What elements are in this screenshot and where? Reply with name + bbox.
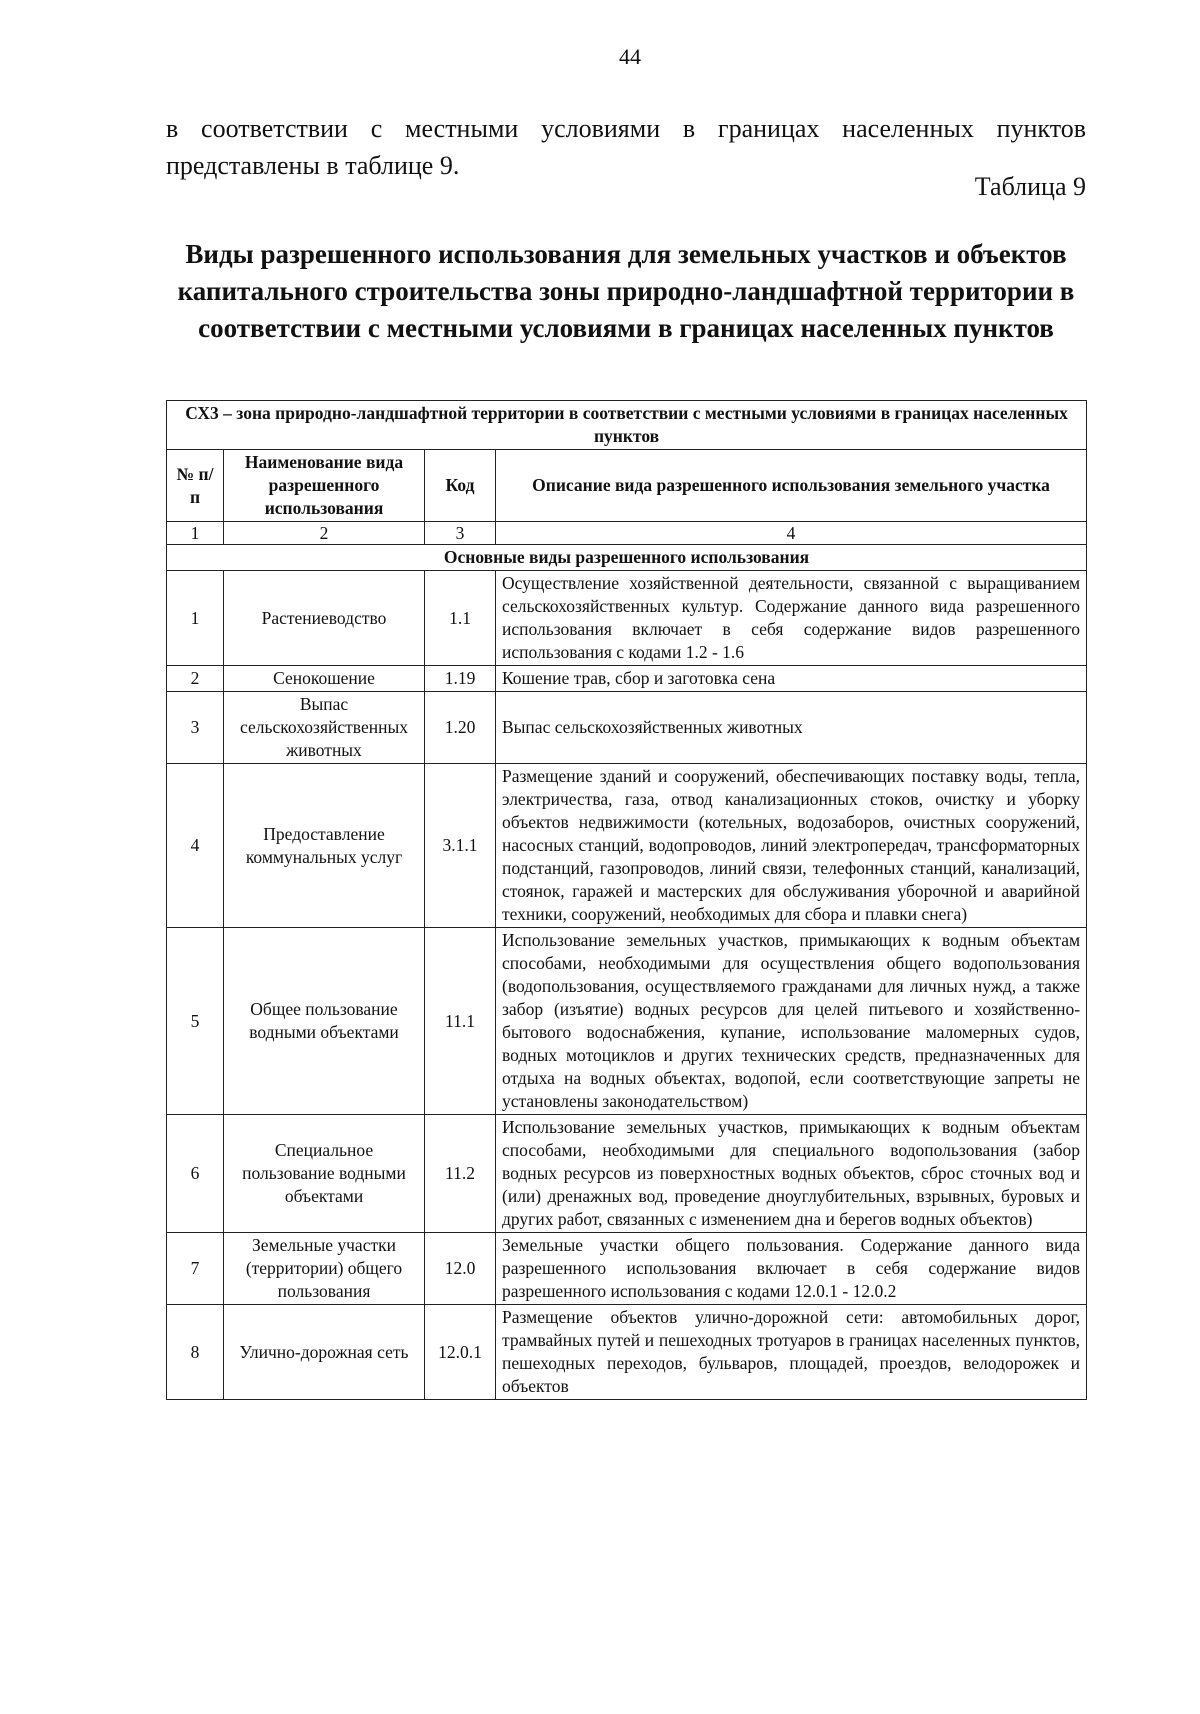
row-code: 1.20	[425, 692, 496, 764]
row-name: Общее пользование водными объектами	[224, 928, 425, 1115]
row-description: Осуществление хозяйственной деятельности, связанной с выращиванием сельскохозяйственных культур. Содержание данного вида разрешенного использования включает в себя содержание видов разрешенного использования с кодами 1.2 - 1.6	[496, 571, 1087, 666]
row-code: 3.1.1	[425, 764, 496, 928]
page-number: 44	[619, 44, 641, 69]
zone-title-row	[167, 401, 1087, 450]
header-code: Код	[425, 450, 496, 522]
row-name: Растениеводство	[224, 571, 425, 666]
row-num: 6	[167, 1115, 224, 1233]
row-name: Сенокошение	[224, 666, 425, 692]
table-row	[167, 1115, 1087, 1233]
table-row	[167, 666, 1087, 692]
header-description: Описание вида разрешенного использования земельного участка	[496, 450, 1087, 522]
row-num: 7	[167, 1233, 224, 1305]
row-description: Кошение трав, сбор и заготовка сена	[496, 666, 1087, 692]
column-number-row	[167, 522, 1087, 545]
row-description: Выпас сельскохозяйственных животных	[496, 692, 1087, 764]
row-code: 11.1	[425, 928, 496, 1115]
row-num: 2	[167, 666, 224, 692]
row-code: 1.1	[425, 571, 496, 666]
row-description: Земельные участки общего пользования. Содержание данного вида разрешенного использования включает в себя содержание видов разрешенного использования с кодами 12.0.1 - 12.0.2	[496, 1233, 1087, 1305]
section-row	[167, 545, 1087, 571]
column-number: 3	[425, 522, 496, 545]
table-row	[167, 571, 1087, 666]
section-title: Основные виды разрешенного использования	[167, 545, 1087, 571]
row-num: 8	[167, 1305, 224, 1400]
row-code: 12.0	[425, 1233, 496, 1305]
land-use-table	[166, 400, 1087, 1400]
column-number: 2	[224, 522, 425, 545]
row-num: 5	[167, 928, 224, 1115]
column-number: 1	[167, 522, 224, 545]
row-code: 1.19	[425, 666, 496, 692]
row-num: 4	[167, 764, 224, 928]
column-number: 4	[496, 522, 1087, 545]
table-row	[167, 1305, 1087, 1400]
row-name: Выпас сельскохозяйственных животных	[224, 692, 425, 764]
row-name: Предоставление коммунальных услуг	[224, 764, 425, 928]
document-title: Виды разрешенного использования для земельных участков и объектов капитального строительства зоны природно-ландшафтной территории в соответствии с местными условиями в границах населенных пунктов	[177, 239, 1075, 343]
row-name: Улично-дорожная сеть	[224, 1305, 425, 1400]
intro-paragraph: в соответствии с местными условиями в границах населенных пунктов представлены в таблице 9.	[166, 114, 1086, 180]
table-caption: Таблица 9	[974, 172, 1086, 201]
row-description: Размещение объектов улично-дорожной сети: автомобильных дорог, трамвайных путей и пешеходных тротуаров в границах населенных пунктов, пешеходных переходов, бульваров, площадей, проездов, велодорожек и объектов	[496, 1305, 1087, 1400]
table-row	[167, 764, 1087, 928]
row-description: Использование земельных участков, примыкающих к водным объектам способами, необходимыми для специального водопользования (забор водных ресурсов из поверхностных водных объектов, сброс сточных вод и (или) дренажных вод, проведение дноуглубительных, взрывных, буровых и других работ, связанных с изменением дна и берегов водных объектов)	[496, 1115, 1087, 1233]
row-name: Специальное пользование водными объектами	[224, 1115, 425, 1233]
row-name: Земельные участки (территории) общего пользования	[224, 1233, 425, 1305]
zone-title: СХ3 – зона природно-ландшафтной территории в соответствии с местными условиями в границах населенных пунктов	[167, 401, 1087, 450]
table-row	[167, 928, 1087, 1115]
row-code: 12.0.1	[425, 1305, 496, 1400]
header-name: Наименование вида разрешенного использования	[224, 450, 425, 522]
row-description: Использование земельных участков, примыкающих к водным объектам способами, необходимыми для осуществления общего водопользования (водопользования, осуществляемого гражданами для личных нужд, а также забор (изъятие) водных ресурсов для целей питьевого и хозяйственно-бытового водоснабжения, купание, использование маломерных судов, водных мотоциклов и других технических средств, предназначенных для отдыха на водных объектах, водопой, если соответствующие запреты не установлены законодательством)	[496, 928, 1087, 1115]
header-num: № п/п	[167, 450, 224, 522]
row-description: Размещение зданий и сооружений, обеспечивающих поставку воды, тепла, электричества, газа, отвод канализационных стоков, очистку и уборку объектов недвижимости (котельных, водозаборов, очистных сооружений, насосных станций, водопроводов, линий электропередач, трансформаторных подстанций, газопроводов, линий связи, телефонных станций, канализаций, стоянок, гаражей и мастерских для обслуживания уборочной и аварийной техники, сооружений, необходимых для сбора и плавки снега)	[496, 764, 1087, 928]
row-code: 11.2	[425, 1115, 496, 1233]
row-num: 3	[167, 692, 224, 764]
table-row	[167, 692, 1087, 764]
table-row	[167, 1233, 1087, 1305]
header-row	[167, 450, 1087, 522]
row-num: 1	[167, 571, 224, 666]
